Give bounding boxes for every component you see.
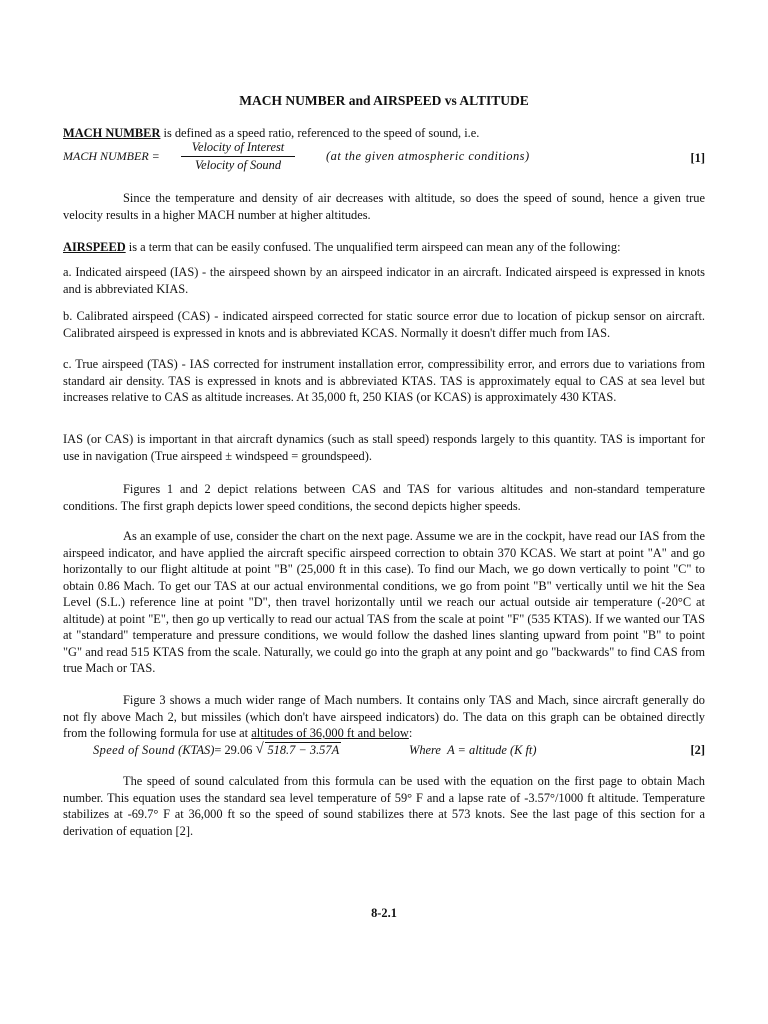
eq2-lhs: Speed of Sound bbox=[93, 743, 175, 757]
eq2-number: [2] bbox=[690, 743, 705, 757]
eq2-where-expr: A = altitude bbox=[447, 743, 507, 757]
mach-term: MACH NUMBER bbox=[63, 126, 161, 140]
eq2-where-clause bbox=[409, 743, 536, 758]
eq2-sqrt bbox=[255, 743, 341, 758]
item-c: c. True airspeed (TAS) - IAS corrected for instrument installation error, compressibility error, and errors due to variations from standard air density. TAS is expressed in knots and is abbreviated KTAS. TAS is approximately equal to CAS at sea level but increases relative to CAS as altitude increases. At 35,000 ft, 250 KIAS (or KCAS) is approximately 430 KTAS. bbox=[63, 357, 705, 404]
equation-1 bbox=[63, 140, 705, 176]
eq2-where-unit: (K ft) bbox=[509, 743, 537, 757]
eq1-fraction bbox=[181, 140, 295, 173]
eq2-unit: (KTAS) bbox=[178, 743, 215, 757]
airspeed-definition bbox=[63, 239, 705, 256]
item-a: a. Indicated airspeed (IAS) - the airspeed shown by an airspeed indicator in an aircraft. Indicated airspeed is expressed in knots and is abbreviated KIAS. bbox=[63, 265, 705, 296]
airspeed-term: AIRSPEED bbox=[63, 240, 126, 254]
page-title: MACH NUMBER and AIRSPEED vs ALTITUDE bbox=[239, 93, 529, 108]
fig3-end: : bbox=[408, 726, 413, 740]
eq1-denominator: Velocity of Sound bbox=[194, 158, 282, 172]
mach-def-text: is defined as a speed ratio, referenced to the speed of sound, i.e. bbox=[160, 126, 480, 140]
paragraph-example: As an example of use, consider the chart on the next page. Assume we are in the cockpit, have read our IAS from the airspeed indicator, and have applied the aircraft specific airspeed correction to obtain 370 KCAS. We start at point "A" and go horizontally to our flight altitude at point "B" (25,000 ft in this case). To find our Mach, we go down vertically to point "C" to obtain 0.86 Mach. To get our TAS at our actual environmental conditions, we go from point "B" vertically until we hit the Sea Level (S.L.) reference line at point "D", then travel horizontally until we reach our actual outside air temperature (-20°C at altitude) at point "E", then go up vertically to read our actual TAS from the scale at point "F" (535 KTAS). If we wanted our TAS at "standard" temperature and pressure conditions, we would follow the dashed lines slanting upward from point "B" to point "G" and read 515 KTAS from the scale. Naturally, we could go into the graph at any point and go "backwards" to find CAS from true Mach or TAS. bbox=[63, 529, 705, 675]
paragraph-since: Since the temperature and density of air decreases with altitude, so does the speed of sound, hence a given true velocity results in a higher MACH number at higher altitudes. bbox=[63, 191, 705, 222]
eq2-where: Where bbox=[409, 743, 441, 757]
fig3-underlined: altitudes of 36,000 ft and below bbox=[251, 726, 409, 740]
paragraph-speed-of-sound: The speed of sound calculated from this formula can be used with the equation on the first page to obtain Mach number. This equation uses the standard sea level temperature of 59° F and a lapse rate of -3.57°/1000 ft altitude. Temperature stabilizes at -69.7° F at 36,000 ft so the speed of sound stabilizes there at 573 knots. See the last page of this section for a derivation of equation [2]. bbox=[63, 774, 705, 838]
eq1-condition: (at the given atmospheric conditions) bbox=[326, 149, 530, 163]
eq2-radicand: 518.7 − 3.57A bbox=[267, 743, 340, 757]
eq1-lhs: MACH NUMBER = bbox=[63, 149, 160, 163]
item-b: b. Calibrated airspeed (CAS) - indicated airspeed corrected for static source error due to location of pickup sensor on aircraft. Calibrated airspeed is expressed in knots and is abbreviated KCAS. Normally it doesn't differ much from IAS. bbox=[63, 309, 705, 340]
eq2-coef: = 29.06 bbox=[214, 743, 253, 757]
eq2-expression bbox=[93, 743, 341, 758]
sqrt-icon: √ bbox=[255, 741, 264, 757]
paragraph-ias: IAS (or CAS) is important in that aircraft dynamics (such as stall speed) responds largely to this quantity. TAS is important for use in navigation (True airspeed ± windspeed = groundspeed). bbox=[63, 432, 705, 463]
page-number: 8-2.1 bbox=[371, 906, 397, 920]
eq1-numerator: Velocity of Interest bbox=[181, 140, 295, 157]
equation-2 bbox=[63, 743, 705, 763]
eq1-number: [1] bbox=[690, 151, 705, 165]
paragraph-figure-3 bbox=[63, 692, 705, 742]
fig3-text: Figure 3 shows a much wider range of Mach numbers. It contains only TAS and Mach, since aircraft generally do not fly above Mach 2, but missiles (which don't have airspeed indicators) do. The data on this graph can be obtained directly from the following formula for use at bbox=[63, 693, 705, 740]
paragraph-figures: Figures 1 and 2 depict relations between CAS and TAS for various altitudes and non-standard temperature conditions. The first graph depicts lower speed conditions, the second depicts higher speeds. bbox=[63, 482, 705, 513]
airspeed-def-text: is a term that can be easily confused. The unqualified term airspeed can mean any of the following: bbox=[125, 240, 621, 254]
